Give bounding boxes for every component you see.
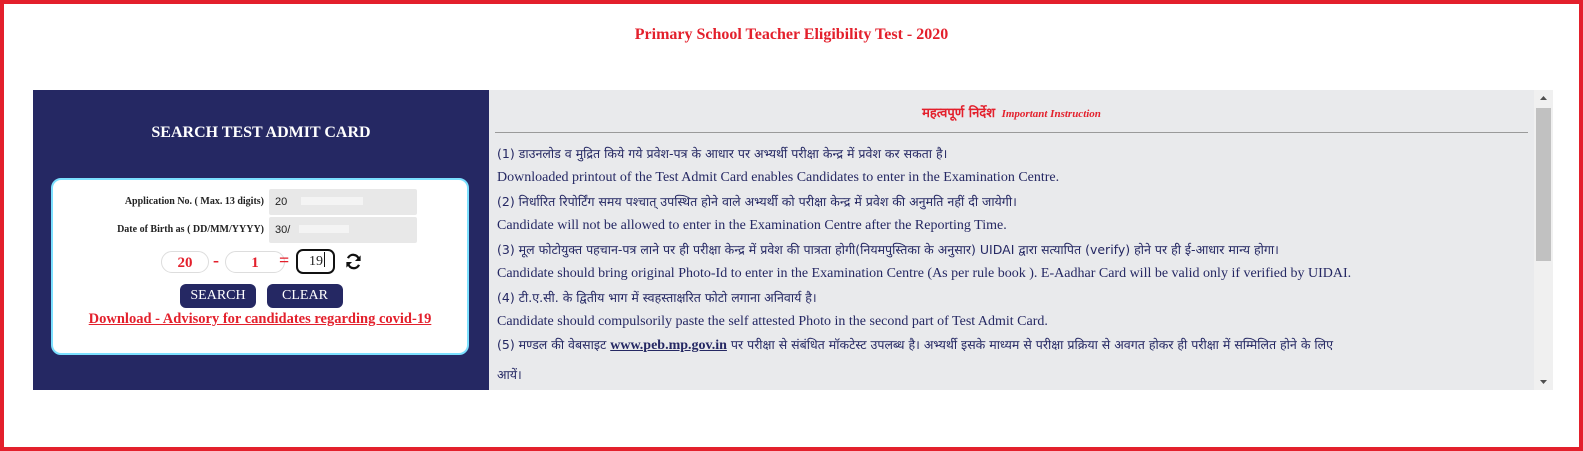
divider <box>495 132 1528 133</box>
captcha-answer-input[interactable] <box>296 249 335 274</box>
application-number-input[interactable] <box>269 189 417 215</box>
instruction-line: आयें। <box>497 367 522 382</box>
instruction-line: (2) निर्धारित रिपोर्टिंग समय पश्चात् उपस्थित होने वाले अभ्यर्थी को परीक्षा केन्द्र में प्रवेश की अनुमति नहीं दी जायेगी। <box>497 194 1017 209</box>
instruction-line: (3) मूल फोटोयुक्त पहचान-पत्र लाने पर ही परीक्षा केन्द्र में प्रवेश की पात्रता होगी(नियमपुस्तिका के अनुसार) UIDAI द्वारा सत्यापित (verify) होने पर ही ई-आधार मान्य होगा। <box>497 242 1279 257</box>
dob-input[interactable] <box>269 217 417 243</box>
captcha-equals: = <box>279 250 290 270</box>
application-number-value: 20 <box>275 196 288 208</box>
clear-button[interactable]: CLEAR <box>267 284 343 308</box>
dob-value: 30/ <box>275 224 291 236</box>
instruction-line: Candidate should compulsorily paste the self attested Photo in the second part of Test Admit Card. <box>497 314 1048 329</box>
application-number-label: Application No. ( Max. 13 digits) <box>124 196 264 207</box>
scrollbar[interactable] <box>1534 90 1553 390</box>
redaction-mask <box>299 225 349 233</box>
peb-website-link[interactable]: www.peb.mp.gov.in <box>610 338 727 353</box>
application-number-row <box>53 189 467 215</box>
captcha-operator: - <box>213 250 219 270</box>
instruction-line: (1) डाउनलोड व मुद्रित किये गये प्रवेश-पत्र के आधार पर अभ्यर्थी परीक्षा केन्द्र में प्रवेश कर सकता है। <box>497 146 948 161</box>
search-button[interactable]: SEARCH <box>180 284 256 308</box>
instructions-heading-hindi: महत्वपूर्ण निर्देश <box>922 106 996 121</box>
search-form-card <box>51 178 469 355</box>
captcha-answer-value: 19 <box>309 254 323 269</box>
dob-label: Date of Birth as ( DD/MM/YYYY) <box>117 224 264 235</box>
instruction-line-5-post: पर परीक्षा से संबंधित मॉकटेस्ट उपलब्ध है। अभ्यर्थी इसके माध्यम से परीक्षा प्रक्रिया से अवगत होकर ही परीक्षा में सम्मिलित होने के लिए <box>726 337 1334 352</box>
instruction-line: Candidate will not be allowed to enter in the Examination Centre after the Reporting Time. <box>497 218 1007 233</box>
chevron-up-icon[interactable] <box>1534 90 1553 106</box>
captcha-row <box>53 248 467 276</box>
covid-advisory-link[interactable]: Download - Advisory for candidates regarding covid-19 <box>88 311 432 327</box>
captcha-operand-a: 20 <box>161 251 209 273</box>
scrollbar-thumb[interactable] <box>1536 108 1551 261</box>
instruction-line: Downloaded printout of the Test Admit Card enables Candidates to enter in the Examination Centre. <box>497 170 1060 185</box>
instructions-panel <box>489 90 1553 390</box>
redaction-mask <box>301 197 363 205</box>
page-title: Primary School Teacher Eligibility Test - 2020 <box>634 26 949 43</box>
instruction-line: (4) टी.ए.सी. के द्वितीय भाग में स्वहस्ताक्षरित फोटो लगाना अनिवार्य है। <box>497 290 817 305</box>
search-panel-title: SEARCH TEST ADMIT CARD <box>151 124 371 141</box>
captcha-operand-b: 1 <box>225 251 285 273</box>
instructions-heading <box>489 103 1534 121</box>
dob-row <box>53 217 467 243</box>
instruction-line-5 <box>497 336 1333 354</box>
refresh-icon[interactable] <box>344 252 363 271</box>
instruction-line: Candidate should bring original Photo-Id to enter in the Examination Centre (As per rule book ). E-Aadhar Card will be valid only if verified by UIDAI. <box>497 266 1352 281</box>
search-panel <box>33 90 489 390</box>
instructions-heading-english: Important Instruction <box>1001 108 1101 120</box>
instruction-line-5-pre: (5) मण्डल की वेबसाइट <box>497 337 611 352</box>
chevron-down-icon[interactable] <box>1534 374 1553 390</box>
